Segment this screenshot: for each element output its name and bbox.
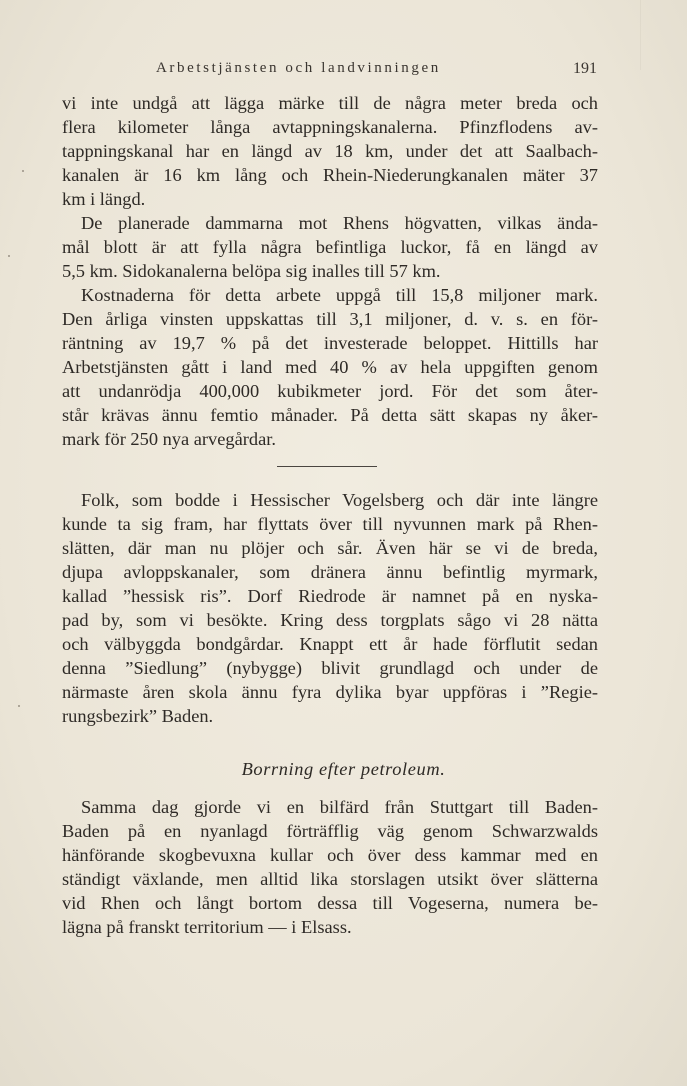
text-line: rungsbezirk” Baden. bbox=[62, 706, 214, 726]
text-line: djupa avloppskanaler, som dränera ännu befintlig myrmark, bbox=[62, 562, 598, 582]
text-line: Arbetstjänsten gått i land med 40 % av hela uppgiften genom bbox=[62, 357, 598, 377]
text-line: kanalen är 16 km lång och Rhein-Niederungkanalen mäter 37 bbox=[62, 165, 598, 185]
text-line: slätten, där man nu plöjer och sår. Även här se vi de breda, bbox=[62, 538, 598, 558]
page-header bbox=[0, 60, 687, 84]
text-line: räntning av 19,7 % på det investerade beloppet. Hittills har bbox=[62, 333, 598, 353]
text-line: De planerade dammarna mot Rhens högvatten, vilkas ända- bbox=[81, 213, 598, 233]
text-line: kallad ”hessisk ris”. Dorf Riedrode är namnet på en nyska- bbox=[62, 586, 598, 606]
text-line: står krävas ännu femtio månader. På detta sätt skapas ny åker- bbox=[62, 405, 598, 425]
section-heading: Borrning efter petroleum. bbox=[241, 759, 446, 779]
paragraph-2 bbox=[62, 211, 598, 283]
section-divider bbox=[277, 466, 377, 467]
text-line: Folk, som bodde i Hessischer Vogelsberg och där inte längre bbox=[81, 490, 598, 510]
text-line: flera kilometer långa avtappningskanalerna. Pfinzflodens av- bbox=[62, 117, 598, 137]
text-line: 5,5 km. Sidokanalerna belöpa sig inalles till 57 km. bbox=[62, 261, 441, 281]
text-line: att undanrödja 400,000 kubikmeter jord. För det som åter- bbox=[62, 381, 598, 401]
text-line: vid Rhen och långt bortom dessa till Vogeserna, numera be- bbox=[62, 893, 598, 913]
text-line: Kostnaderna för detta arbete uppgå till 15,8 miljoner mark. bbox=[81, 285, 598, 305]
page-number: 191 bbox=[573, 60, 597, 77]
paragraph-3 bbox=[62, 283, 598, 451]
text-line: mål blott är att fylla några befintliga luckor, få en längd av bbox=[62, 237, 598, 257]
text-line: mark för 250 nya arvegårdar. bbox=[62, 429, 276, 449]
paragraph-4 bbox=[62, 488, 598, 728]
text-line: vi inte undgå att lägga märke till de några meter breda och bbox=[62, 93, 598, 113]
text-line: hänförande skogbevuxna kullar och över dess kammar med en bbox=[62, 845, 598, 865]
paper-speck bbox=[18, 705, 20, 707]
text-line: denna ”Siedlung” (nybygge) blivit grundlagd och under de bbox=[62, 658, 598, 678]
page-edge-mark bbox=[640, 0, 687, 70]
text-line: tappningskanal har en längd av 18 km, under det att Saalbach- bbox=[62, 141, 598, 161]
text-line: Den årliga vinsten uppskattas till 3,1 miljoner, d. v. s. en för- bbox=[62, 309, 598, 329]
paper-speck bbox=[22, 170, 24, 172]
text-line: ständigt växlande, men alltid lika storslagen utsikt över slätterna bbox=[62, 869, 598, 889]
text-line: km i längd. bbox=[62, 189, 146, 209]
text-line: kunde ta sig fram, har flyttats över till nyvunnen mark på Rhen- bbox=[62, 514, 598, 534]
text-line: Baden på en nyanlagd förträfflig väg genom Schwarzwalds bbox=[62, 821, 598, 841]
text-line: och välbyggda bondgårdar. Knappt ett år hade förflutit sedan bbox=[62, 634, 598, 654]
text-line: lägna på franskt territorium — i Elsass. bbox=[62, 917, 352, 937]
paragraph-1 bbox=[62, 91, 598, 211]
paper-speck bbox=[8, 255, 10, 257]
text-line: pad by, som vi besökte. Kring dess torgplats sågo vi 28 nätta bbox=[62, 610, 598, 630]
text-line: Samma dag gjorde vi en bilfärd från Stuttgart till Baden- bbox=[81, 797, 598, 817]
text-line: närmaste åren skola ännu fyra dylika byar uppföras i ”Regie- bbox=[62, 682, 598, 702]
paragraph-5 bbox=[62, 795, 598, 939]
running-title: Arbetstjänsten och landvinningen bbox=[156, 60, 441, 76]
